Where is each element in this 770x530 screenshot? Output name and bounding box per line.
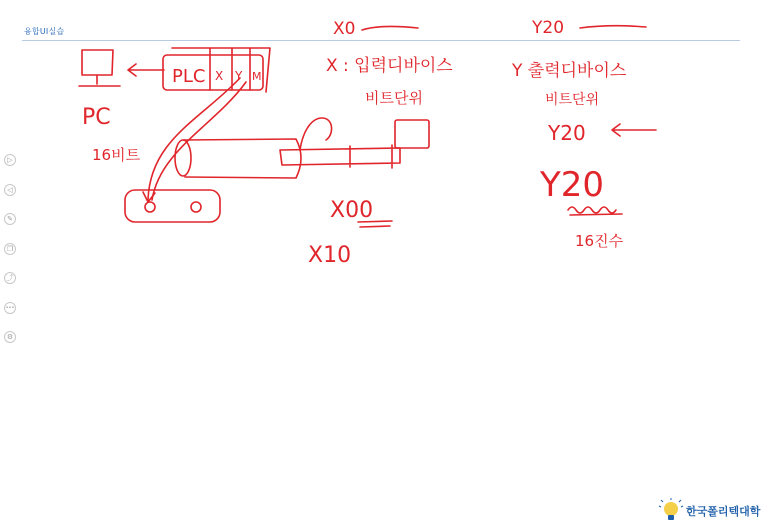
brand-logo <box>658 498 760 524</box>
rewind-icon[interactable]: ◁ <box>4 184 16 196</box>
pc-plc-arrow <box>128 64 164 76</box>
note-x00: X00 <box>330 198 374 223</box>
y20-left-arrow <box>612 124 656 136</box>
page-title: 융합UI실습 <box>24 27 65 36</box>
play-icon[interactable]: ▷ <box>4 154 16 166</box>
pages-icon[interactable]: ❐ <box>4 243 16 255</box>
export-icon[interactable]: ⤴ <box>4 272 16 284</box>
cylinder-body <box>183 139 301 178</box>
note-x10: X10 <box>308 243 352 268</box>
note-x-input-2: 비트단위 <box>365 89 423 107</box>
device-dot-1 <box>145 202 155 212</box>
note-x0: X0 <box>333 19 356 39</box>
note-y20-big: Y20 <box>540 165 605 205</box>
note-y-output-1: Y 출력디바이스 <box>512 61 627 81</box>
note-plc-y: Y <box>235 69 243 83</box>
note-x-input-1: X : 입력디바이스 <box>326 56 453 76</box>
note-pc: PC <box>82 105 111 130</box>
brand-name: 한국폴리텍대학 <box>686 505 761 518</box>
x0-dash <box>362 26 418 30</box>
y20-underline <box>570 214 622 215</box>
bulb-logo-icon <box>658 498 684 524</box>
settings-icon[interactable]: ⚙ <box>4 331 16 343</box>
device-box <box>125 190 220 222</box>
y20-squiggle <box>568 207 616 213</box>
note-16bit: 16비트 <box>92 146 141 164</box>
note-hex16: 16진수 <box>575 232 624 250</box>
pen-icon[interactable]: ✎ <box>4 213 16 225</box>
y20-dash <box>580 26 646 28</box>
device-dot-2 <box>191 202 201 212</box>
note-plc-x: X <box>215 69 224 83</box>
hook-left <box>300 118 332 150</box>
sensor-box <box>395 120 429 148</box>
rod <box>280 145 400 168</box>
note-y20-arrow: Y20 <box>548 121 586 145</box>
more-icon[interactable]: ••• <box>4 302 16 314</box>
note-plc-m: M <box>252 70 262 83</box>
note-y20-top: Y20 <box>532 18 565 38</box>
wire-curve-2 <box>152 82 246 200</box>
monitor-sketch <box>79 50 120 86</box>
note-y-output-2: 비트단위 <box>545 92 600 108</box>
x00-underline <box>358 221 392 227</box>
note-plc: PLC <box>172 66 206 87</box>
